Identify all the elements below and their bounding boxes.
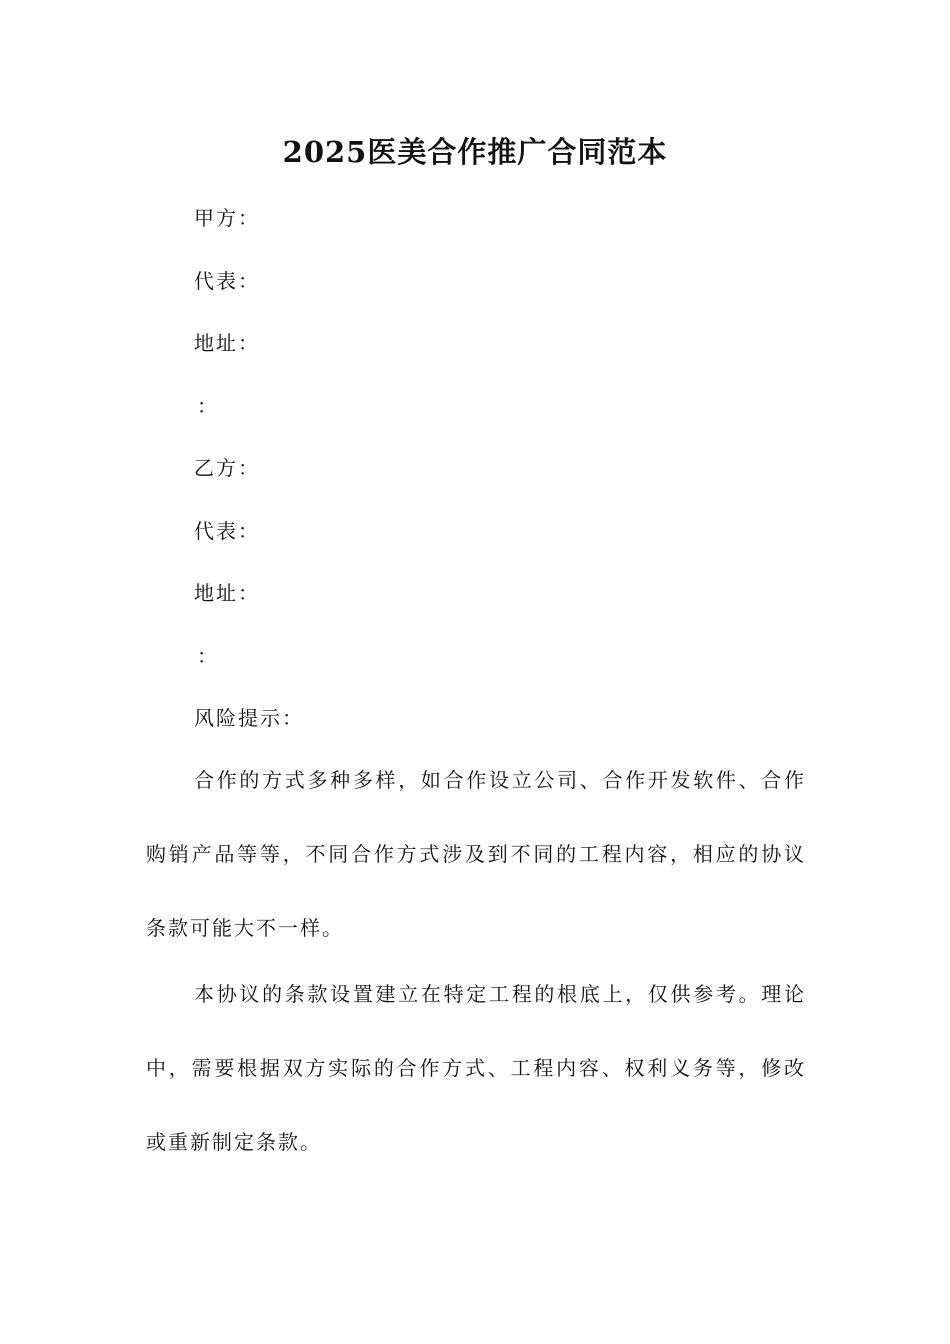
paragraph-2-line-1: 本协议的条款设置建立在特定工程的根底上，仅供参考。理论 bbox=[194, 982, 806, 1006]
paragraph-2-line-2: 中，需要根据双方实际的合作方式、工程内容、权利义务等，修改 bbox=[146, 1056, 806, 1080]
party-b-extra-field: ： bbox=[197, 644, 219, 668]
paragraph-1-line-1: 合作的方式多种多样，如合作设立公司、合作开发软件、合作 bbox=[194, 768, 806, 792]
party-a-extra-field: ： bbox=[197, 394, 219, 418]
party-a-label: 甲方： bbox=[194, 206, 260, 230]
paragraph-1-line-2: 购销产品等等，不同合作方式涉及到不同的工程内容，相应的协议 bbox=[146, 842, 806, 866]
party-a-representative: 代表： bbox=[194, 269, 260, 293]
paragraph-1-line-3: 条款可能大不一样。 bbox=[146, 916, 344, 940]
risk-heading: 风险提示： bbox=[194, 706, 304, 730]
party-b-address: 地址： bbox=[194, 581, 260, 605]
party-a-address: 地址： bbox=[194, 331, 260, 355]
document-title: 2025医美合作推广合同范本 bbox=[282, 135, 668, 169]
risk-paragraph-2 bbox=[146, 957, 806, 1179]
party-b-label: 乙方： bbox=[194, 456, 260, 480]
party-b-representative: 代表： bbox=[194, 519, 260, 543]
risk-paragraph-1 bbox=[146, 743, 806, 965]
paragraph-2-line-3: 或重新制定条款。 bbox=[146, 1130, 322, 1154]
